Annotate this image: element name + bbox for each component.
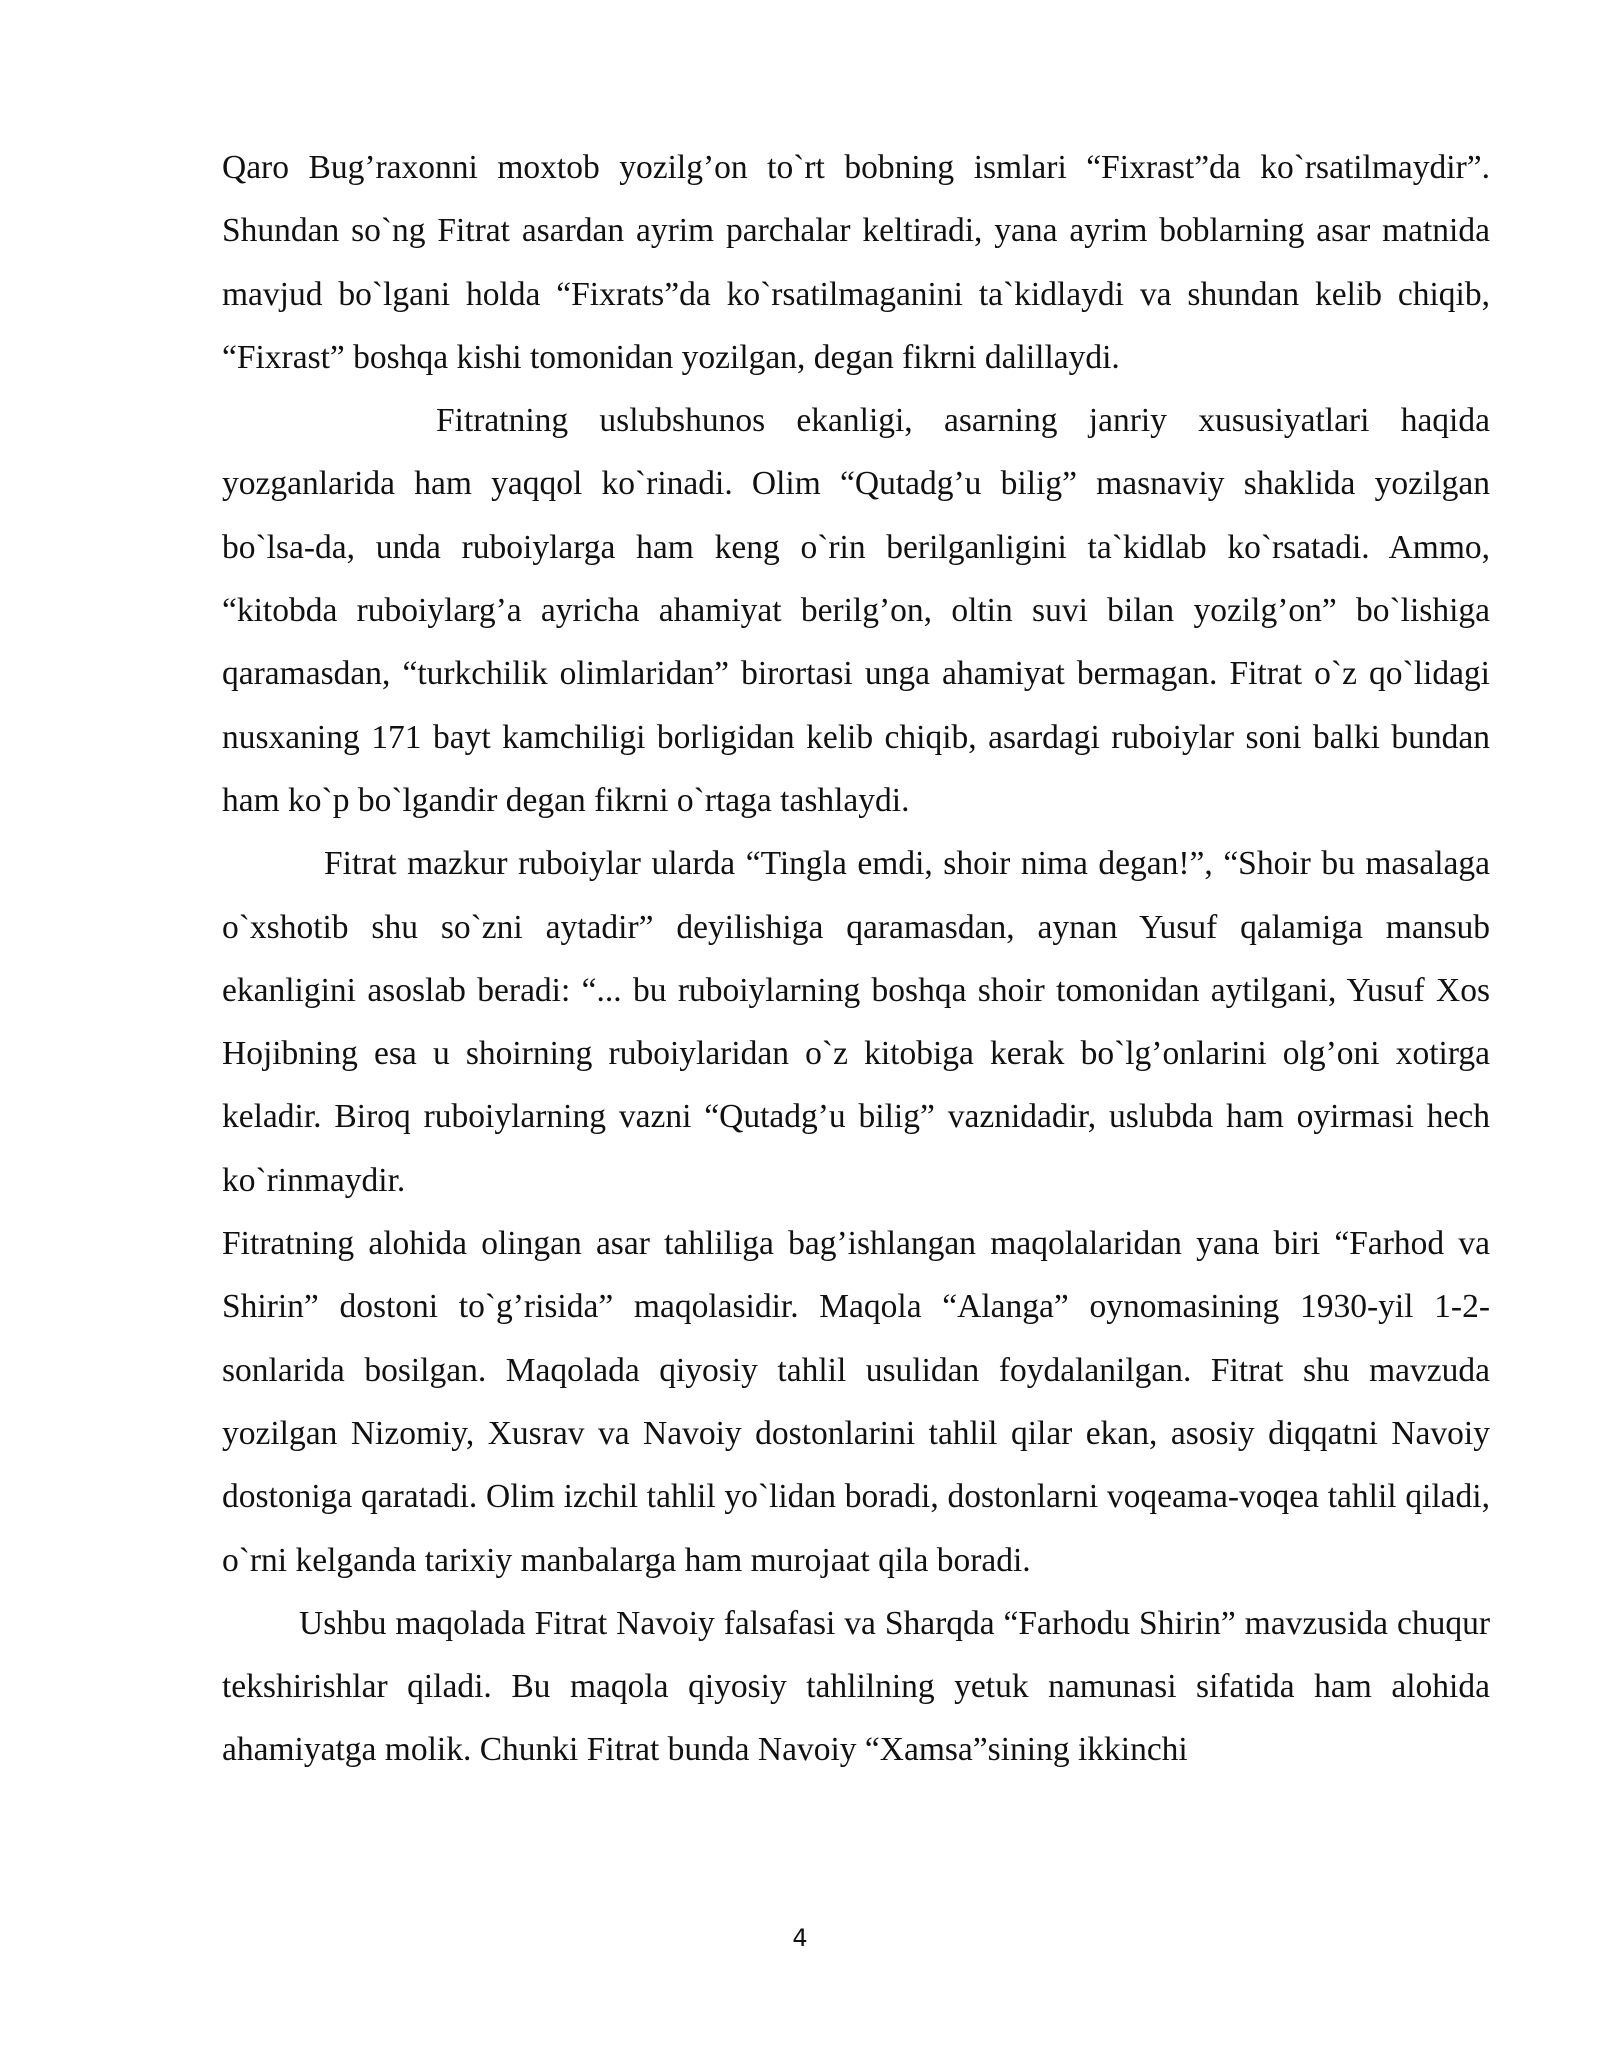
- paragraph-4: Fitratning alohida olingan asar tahliliga bag’ishlangan maqolalaridan yana biri “Farhod va Shirin” dostoni to`g’risida” maqolasidir. Maqola “Alanga” oynomasining 1930-yil 1-2-sonlarida bosilgan. Maqolada qiyosiy tahlil usulidan foydalanilgan. Fitrat shu mavzuda yozilgan Nizomiy, Xusrav va Navoiy dostonlarini tahlil qilar ekan, asosiy diqqatni Navoiy dostoniga qaratadi. Olim izchil tahlil yo`lidan boradi, dostonlarni voqeama-voqea tahlil qiladi, o`rni kelganda tarixiy manbalarga ham murojaat qila boradi.: [222, 1225, 1490, 1579]
- paragraph-5: Ushbu maqolada Fitrat Navoiy falsafasi va Sharqda “Farhodu Shirin” mavzusida chuqur tekshirishlar qiladi. Bu maqola qiyosiy tahlilning yetuk namunasi sifatida ham alohida ahamiyatga molik. Chunki Fitrat bunda Navoiy “Xamsa”sining ikkinchi: [222, 1604, 1490, 1769]
- paragraph-3: Fitrat mazkur ruboiylar ularda “Tingla emdi, shoir nima degan!”, “Shoir bu masalaga o`xshotib shu so`zni aytadir” deyilishiga qaramasdan, aynan Yusuf qalamiga mansub ekanligini asoslab beradi: “... bu ruboiylarning boshqa shoir tomonidan aytilgani, Yusuf Xos Hojibning esa u shoirning ruboiylaridan o`z kitobiga kerak bo`lg’onlarini olg’oni xotirga keladir. Biroq ruboiylarning vazni “Qutadg’u bilig” vaznidadir, uslubda ham oyirmasi hech ko`rinmaydir.: [222, 845, 1490, 1199]
- body-text: [222, 136, 1490, 1782]
- paragraph-1: Qaro Bug’raxonni moxtob yozilg’on to`rt bobning ismlari “Fixrast”da ko`rsatilmaydir”. Shundan so`ng Fitrat asardan ayrim parchalar keltiradi, yana ayrim boblarning asar matnida mavjud bo`lgani holda “Fixrats”da ko`rsatilmaganini ta`kidlaydi va shundan kelib chiqib, “Fixrast” boshqa kishi tomonidan yozilgan, degan fikrni dalillaydi.: [222, 149, 1490, 376]
- page-number: 4: [792, 1924, 808, 1952]
- paragraph-2: Fitratning uslubshunos ekanligi, asarning janriy xususiyatlari haqida yozganlarida ham yaqqol ko`rinadi. Olim “Qutadg’u bilig” masnaviy shaklida yozilgan bo`lsa-da, unda ruboiylarga ham keng o`rin berilganligini ta`kidlab ko`rsatadi. Ammo, “kitobda ruboiylarg’a ayricha ahamiyat berilg’on, oltin suvi bilan yozilg’on” bo`lishiga qaramasdan, “turkchilik olimlaridan” birortasi unga ahamiyat bermagan. Fitrat o`z qo`lidagi nusxaning 171 bayt kamchiligi borligidan kelib chiqib, asardagi ruboiylar soni balki bundan ham ko`p bo`lgandir degan fikrni o`rtaga tashlaydi.: [222, 402, 1490, 819]
